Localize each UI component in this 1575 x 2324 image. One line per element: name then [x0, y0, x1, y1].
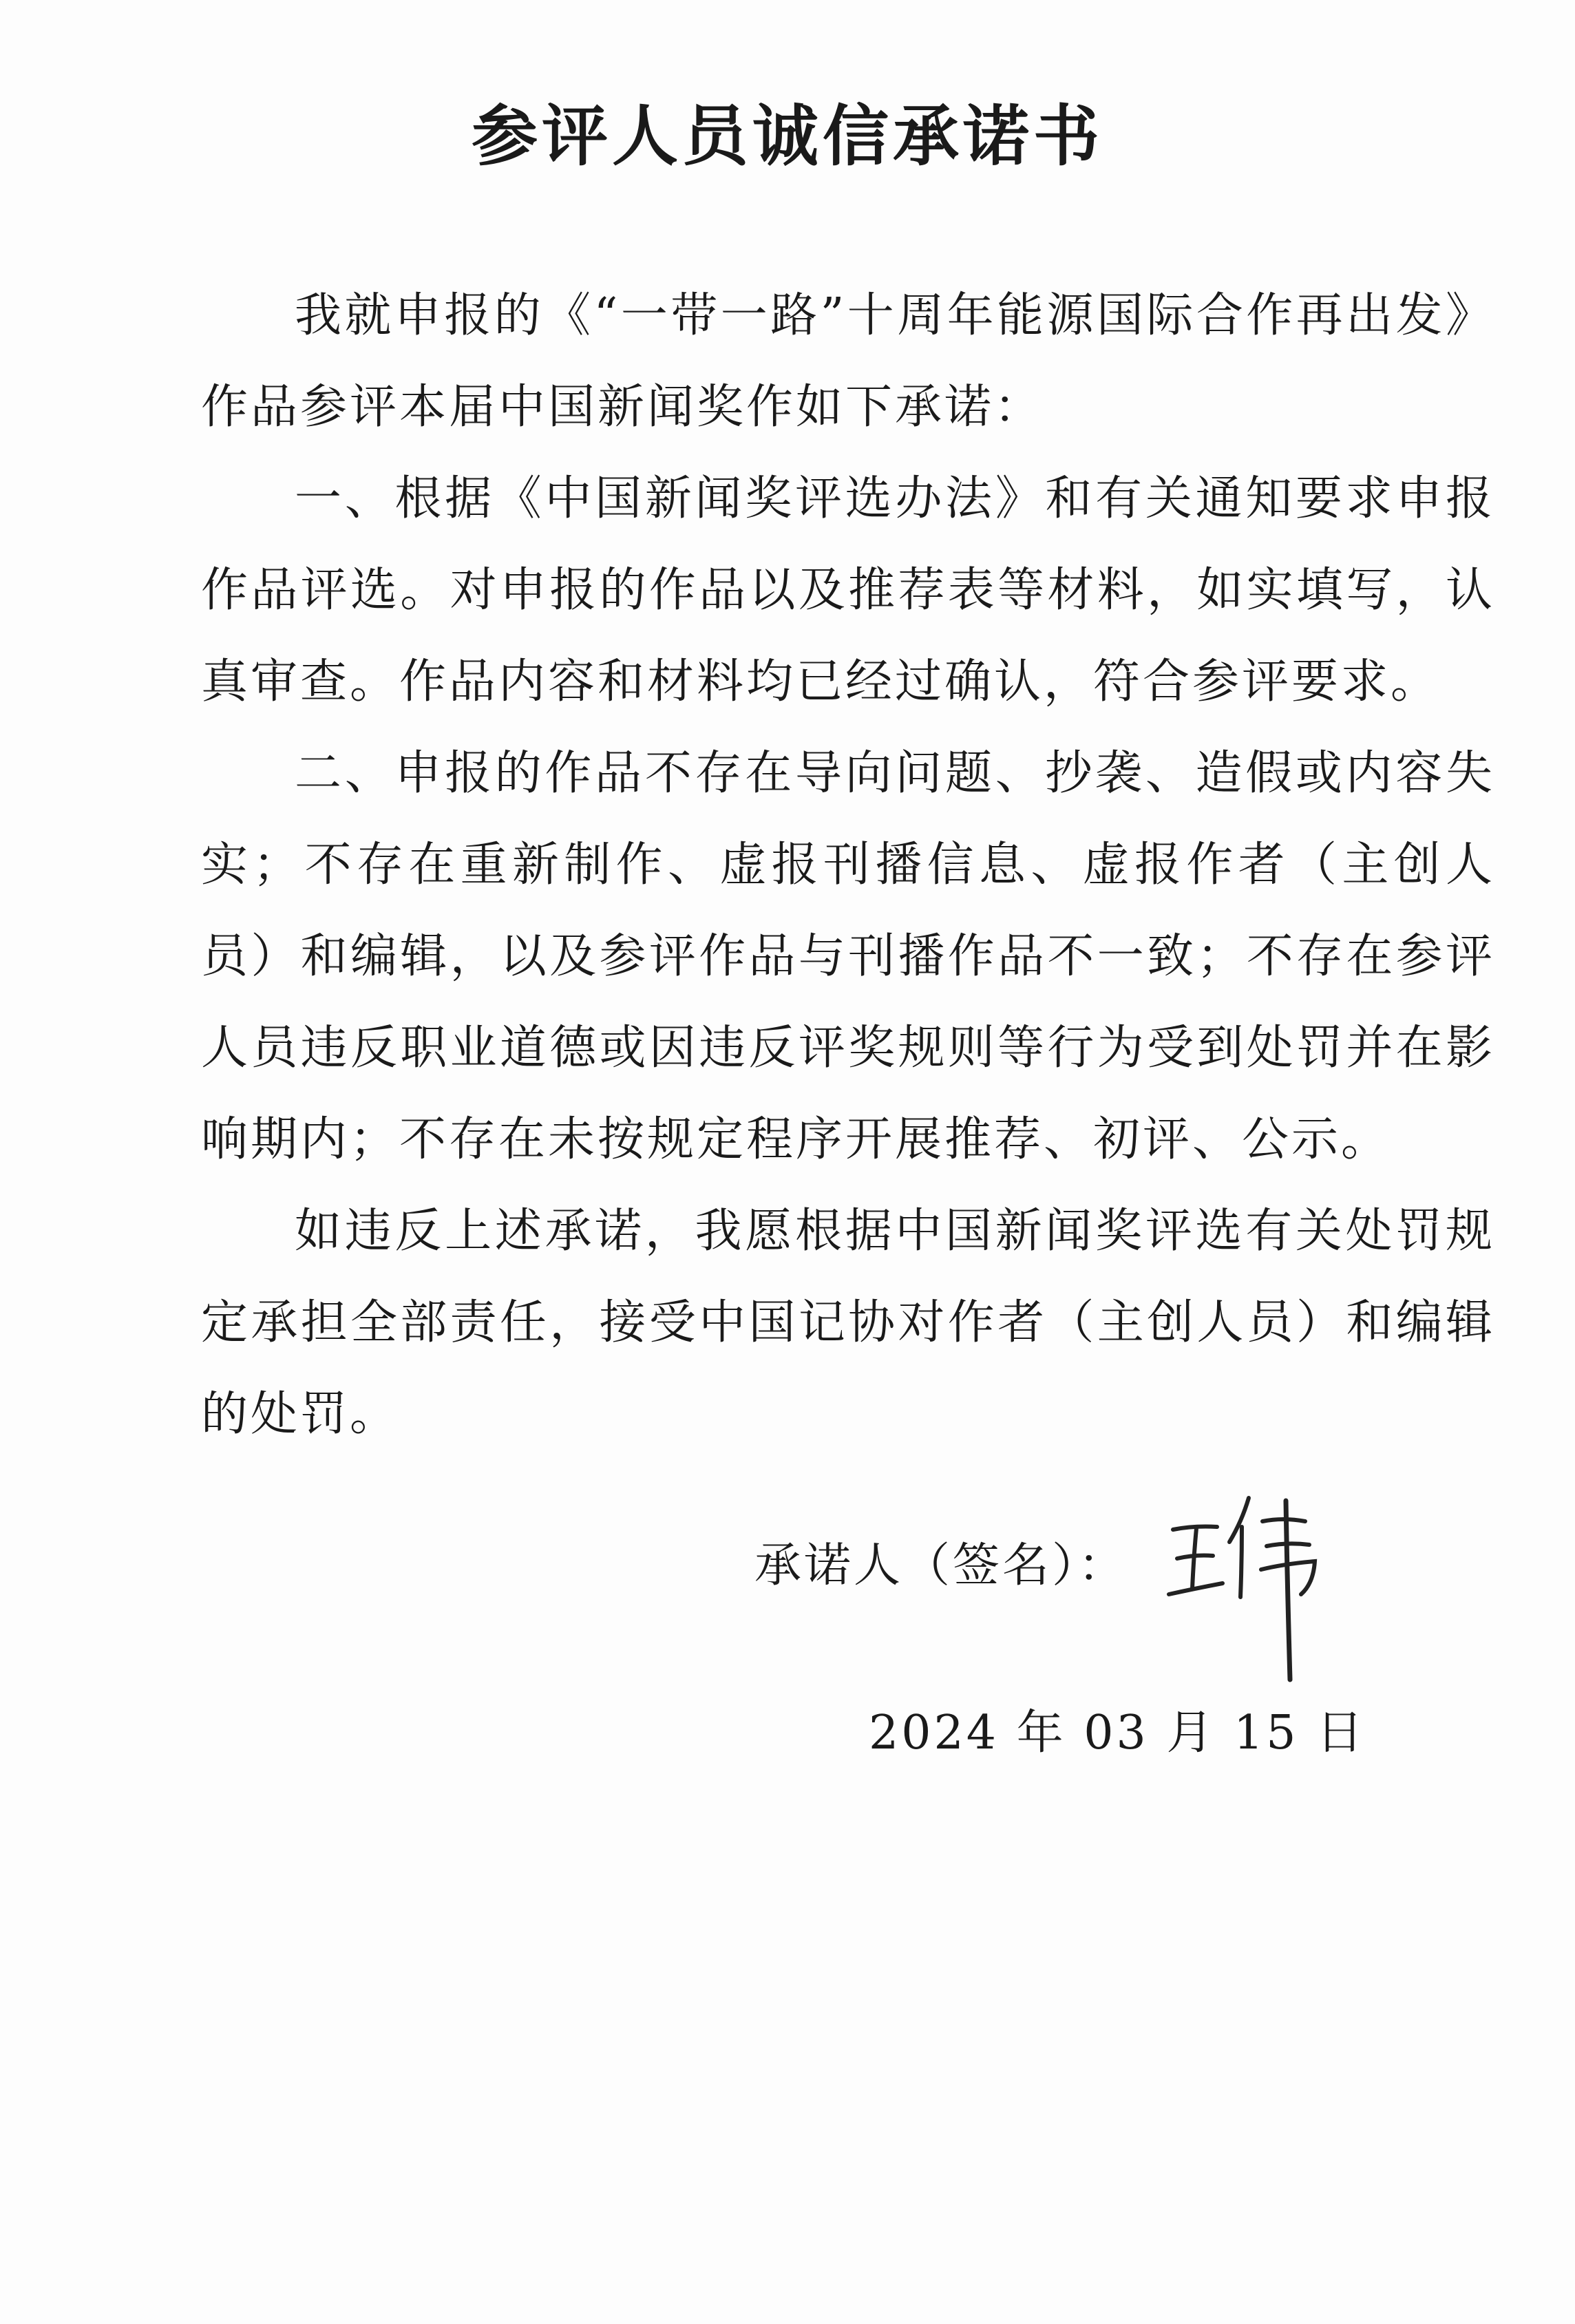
- document-title: 参评人员诚信承诺书: [472, 97, 1103, 175]
- signature-label: 承诺人（签名）：: [754, 1538, 1128, 1593]
- commitment-paragraph-1: 一、根据《中国新闻奖评选办法》和有关通知要求申报作品评选。对申报的作品以及推荐表等材料，如实填写，认真审查。作品内容和材料均已经过确认，符合参评要求。: [201, 472, 1495, 709]
- handwritten-signature-drawing: [1145, 1473, 1352, 1693]
- signing-date: 2024 年 03 月 15 日: [869, 1706, 1366, 1760]
- commitment-paragraph-2: 二、申报的作品不存在导向问题、抄袭、造假或内容失实；不存在重新制作、虚报刊播信息、虚报作者（主创人员）和编辑，以及参评作品与刊播作品不一致；不存在参评人员违反职业道德或因违反评奖规则等行为受到处罚并在影响期内；不存在未按规定程序开展推荐、初评、公示。: [201, 746, 1495, 1167]
- penalty-paragraph: 如违反上述承诺，我愿根据中国新闻奖评选有关处罚规定承担全部责任，接受中国记协对作者（主创人员）和编辑的处罚。: [201, 1204, 1495, 1441]
- signature-line: [754, 1514, 1128, 1611]
- intro-paragraph: 我就申报的《“一带一路”十周年能源国际合作再出发》作品参评本届中国新闻奖作如下承诺：: [201, 288, 1495, 434]
- handwritten-signature: [1145, 1473, 1352, 1693]
- document-body: [201, 270, 1495, 1460]
